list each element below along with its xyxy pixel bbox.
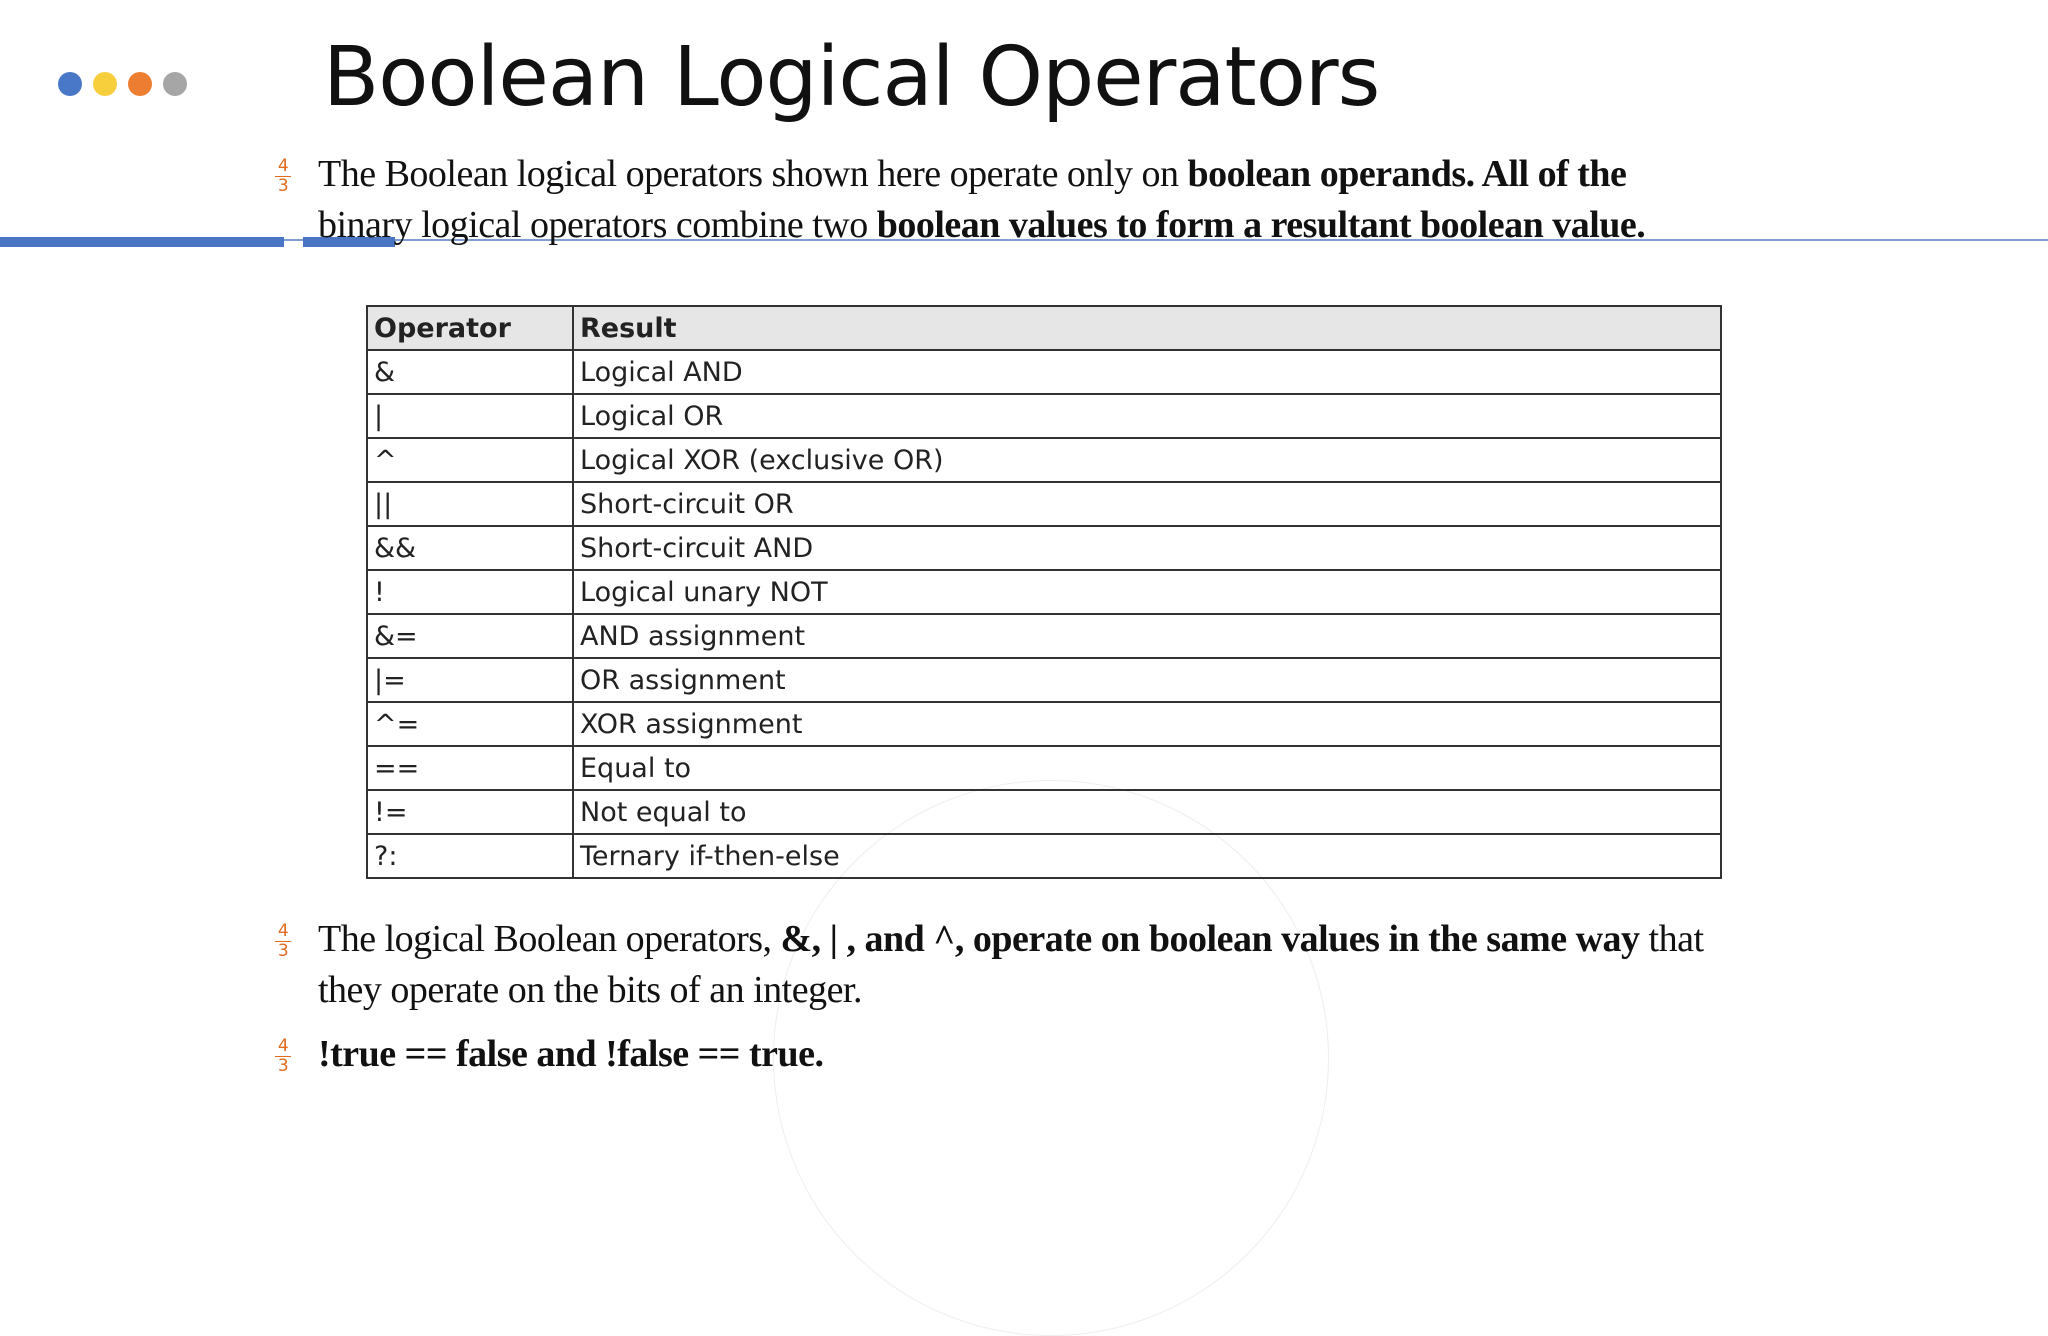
result-cell: Ternary if-then-else — [573, 834, 1721, 878]
result-cell: Equal to — [573, 746, 1721, 790]
table-row — [367, 614, 1721, 658]
table-header-row — [367, 306, 1721, 350]
table-row — [367, 790, 1721, 834]
result-cell: OR assignment — [573, 658, 1721, 702]
operator-cell: && — [367, 526, 573, 570]
operator-cell: == — [367, 746, 573, 790]
operator-cell: & — [367, 350, 573, 394]
column-header-result: Result — [573, 306, 1721, 350]
fraction-bullet-icon: 4 3 — [272, 922, 294, 961]
operator-cell: ?: — [367, 834, 573, 878]
table-row — [367, 570, 1721, 614]
table-row — [367, 702, 1721, 746]
table-row — [367, 658, 1721, 702]
result-cell: Logical XOR (exclusive OR) — [573, 438, 1721, 482]
result-cell: Logical OR — [573, 394, 1721, 438]
operator-cell: ! — [367, 570, 573, 614]
slide-title: Boolean Logical Operators — [323, 30, 1380, 125]
result-cell: Logical unary NOT — [573, 570, 1721, 614]
operator-cell: &= — [367, 614, 573, 658]
bullet-item-1 — [277, 149, 1718, 251]
operator-cell: ^ — [367, 438, 573, 482]
operator-cell: |= — [367, 658, 573, 702]
table-row — [367, 438, 1721, 482]
table-row — [367, 526, 1721, 570]
result-cell: Logical AND — [573, 350, 1721, 394]
table-row — [367, 350, 1721, 394]
operator-cell: ^= — [367, 702, 573, 746]
result-cell: Not equal to — [573, 790, 1721, 834]
operators-table — [366, 305, 1722, 879]
column-header-operator: Operator — [367, 306, 573, 350]
decorative-dots — [58, 72, 187, 96]
fraction-bullet-icon: 4 3 — [272, 1037, 294, 1076]
header-accent-bar-left — [0, 237, 284, 247]
result-cell: Short-circuit OR — [573, 482, 1721, 526]
bullet-item-3 — [277, 1029, 1718, 1080]
bullet-text: The Boolean logical operators shown here operate only on boolean operands. All of the binary logical operators combine two boolean values to form a resultant boolean value. — [318, 153, 1646, 246]
operator-cell: != — [367, 790, 573, 834]
result-cell: AND assignment — [573, 614, 1721, 658]
bullet-text: !true == false and !false == true. — [318, 1033, 824, 1075]
table-row — [367, 746, 1721, 790]
result-cell: XOR assignment — [573, 702, 1721, 746]
operator-cell: | — [367, 394, 573, 438]
table-row — [367, 394, 1721, 438]
table-row — [367, 834, 1721, 878]
operator-cell: || — [367, 482, 573, 526]
gray-dot-icon — [163, 72, 187, 96]
bullet-item-2 — [277, 914, 1718, 1016]
table-row — [367, 482, 1721, 526]
orange-dot-icon — [128, 72, 152, 96]
bullet-text: The logical Boolean operators, &, | , and ^, operate on boolean values in the same way that they operate on the bits of an integer. — [318, 918, 1704, 1011]
result-cell: Short-circuit AND — [573, 526, 1721, 570]
yellow-dot-icon — [93, 72, 117, 96]
blue-dot-icon — [58, 72, 82, 96]
fraction-bullet-icon: 4 3 — [272, 157, 294, 196]
